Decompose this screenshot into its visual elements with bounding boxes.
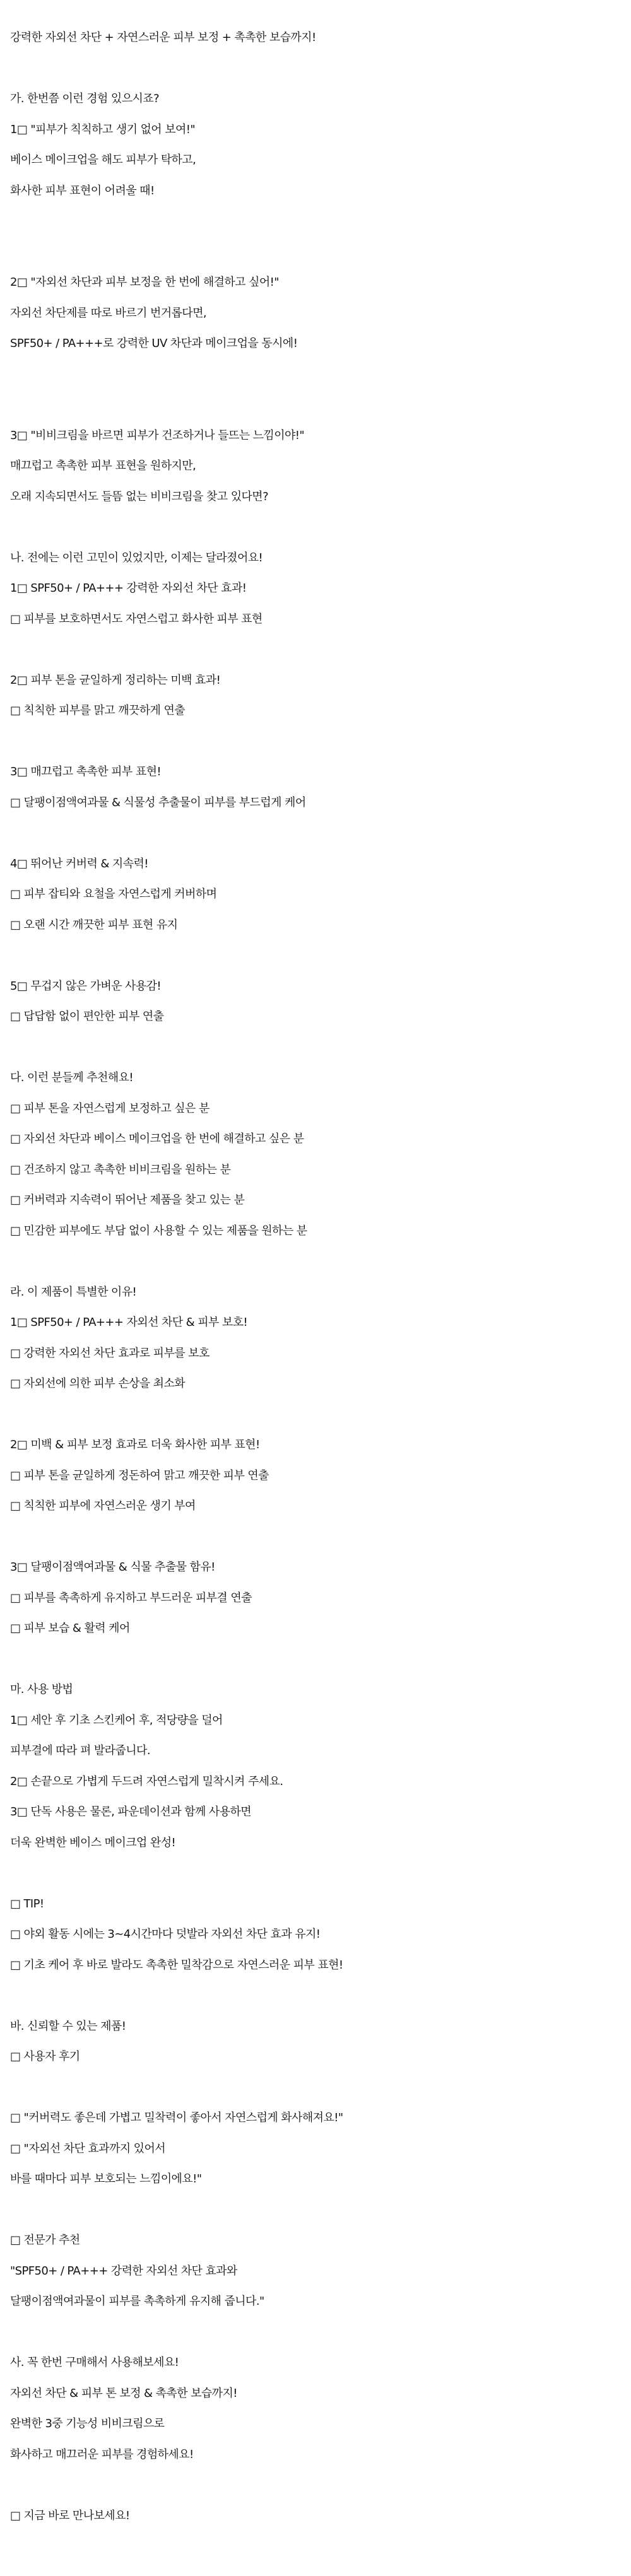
text-line: 바. 신뢰할 수 있는 제품! (10, 2019, 126, 2033)
text-line: □ 사용자 후기 (10, 2050, 80, 2063)
blank-line (10, 727, 631, 758)
text-line: 달팽이점액여과물이 피부를 촉촉하게 유지해 줍니다." (10, 2295, 264, 2308)
blank-line (10, 237, 631, 268)
text-line: □ "커버력도 좋은데 가볍고 밀착력이 좋아서 자연스럽게 화사해져요!" (10, 2111, 343, 2124)
text-line: 3□ 달팽이점액여과물 & 식물 추출물 함유! (10, 1560, 215, 1574)
blank-line (10, 1400, 631, 1431)
blank-line (10, 1858, 631, 1889)
text-line: 2□ 미백 & 피부 보정 효과로 더욱 화사한 피부 표현! (10, 1438, 260, 1451)
text-line: □ 야외 활동 시에는 3~4시간마다 덧발라 자외선 차단 효과 유지! (10, 1928, 321, 1941)
blank-line (10, 390, 631, 421)
text-line: 다. 이런 분들께 추천해요! (10, 1071, 133, 1084)
text-line: 1□ SPF50+ / PA+++ 강력한 자외선 차단 효과! (10, 582, 247, 595)
text-line: 3□ 단독 사용은 물론, 파운데이션과 함께 사용하면 (10, 1805, 252, 1818)
text-line: 완벽한 3중 기능성 비비크림으로 (10, 2417, 165, 2430)
text-line: 자외선 차단 & 피부 톤 보정 & 촉촉한 보습까지! (10, 2386, 237, 2400)
text-line: □ 민감한 피부에도 부담 없이 사용할 수 있는 제품을 원하는 분 (10, 1224, 307, 1238)
text-line: □ 피부를 보호하면서도 자연스럽고 화사한 피부 표현 (10, 612, 262, 626)
text-line: SPF50+ / PA+++로 강력한 UV 차단과 메이크업을 동시에! (10, 337, 298, 350)
text-line: 오래 지속되면서도 들뜸 없는 비비크림을 찾고 있다면? (10, 489, 269, 503)
text-line: 4□ 뛰어난 커버력 & 지속력! (10, 857, 148, 870)
text-line: □ 답답함 없이 편안한 피부 연출 (10, 1010, 164, 1023)
text-line: 화사하고 매끄러운 피부를 경험하세요! (10, 2447, 194, 2461)
blank-line (10, 1644, 631, 1675)
text-line: 자외선 차단제를 따로 바르기 번거롭다면, (10, 306, 207, 320)
text-line: 2□ "자외선 차단과 피부 보정을 한 번에 해결하고 싶어!" (10, 276, 279, 289)
text-line: 1□ "피부가 칙칙하고 생기 없어 보여!" (10, 122, 196, 136)
text-line: □ 지금 바로 만나보세요! (10, 2509, 130, 2522)
text-line: 마. 사용 방법 (10, 1683, 73, 1696)
text-line: □ 피부 보습 & 활력 케어 (10, 1622, 130, 1635)
text-line: 가. 한번쯤 이런 경험 있으시죠? (10, 92, 160, 105)
text-line: 사. 꼭 한번 구매해서 사용해보세요! (10, 2356, 179, 2369)
blank-line (10, 1522, 631, 1553)
text-line: □ 칙칙한 피부에 자연스러운 생기 부여 (10, 1499, 196, 1513)
text-line: 1□ 세안 후 기초 스킨케어 후, 적당량을 덜어 (10, 1713, 223, 1727)
blank-line (10, 2195, 631, 2226)
text-line: 3□ 매끄럽고 촉촉한 피부 표현! (10, 765, 162, 778)
blank-line (10, 635, 631, 665)
blank-line (10, 2317, 631, 2348)
text-line: □ 자외선 차단과 베이스 메이크업을 한 번에 해결하고 싶은 분 (10, 1132, 304, 1145)
text-line: □ 자외선에 의한 피부 손상을 최소화 (10, 1377, 186, 1390)
text-line: 라. 이 제품이 특별한 이유! (10, 1285, 137, 1299)
text-line: 5□ 무겁지 않은 가벼운 사용감! (10, 979, 162, 993)
blank-line (10, 2470, 631, 2501)
text-line: □ 달팽이점액여과물 & 식물성 추출물이 피부를 부드럽게 케어 (10, 795, 306, 809)
text-line: □ 피부 톤을 자연스럽게 보정하고 싶은 분 (10, 1101, 209, 1115)
blank-line (10, 54, 631, 85)
text-line: 더욱 완벽한 베이스 메이크업 완성! (10, 1835, 176, 1849)
text-line: 강력한 자외선 차단 + 자연스러운 피부 보정 + 촉촉한 보습까지! (10, 31, 316, 44)
text-line: □ 건조하지 않고 촉촉한 비비크림을 원하는 분 (10, 1162, 231, 1176)
text-line: "SPF50+ / PA+++ 강력한 자외선 차단 효과와 (10, 2264, 237, 2278)
text-line: 나. 전에는 이런 고민이 있었지만, 이제는 달라졌어요! (10, 551, 263, 565)
text-line: □ TIP! (10, 1897, 44, 1911)
blank-line (10, 360, 631, 390)
text-line: 1□ SPF50+ / PA+++ 자외선 차단 & 피부 보호! (10, 1316, 248, 1329)
blank-line (10, 1246, 631, 1277)
text-line: □ 오랜 시간 깨끗한 피부 표현 유지 (10, 918, 178, 932)
text-line: 2□ 피부 톤을 균일하게 정리하는 미백 효과! (10, 673, 221, 687)
text-line: 2□ 손끝으로 가볍게 두드려 자연스럽게 밀착시켜 주세요. (10, 1774, 283, 1788)
text-line: □ 칙칙한 피부를 맑고 깨끗하게 연출 (10, 704, 186, 717)
blank-line (10, 940, 631, 971)
text-line: 피부결에 따라 펴 발라줍니다. (10, 1744, 150, 1757)
text-line: 바를 때마다 피부 보호되는 느낌이에요!" (10, 2172, 202, 2186)
text-line: □ 피부 잡티와 요철을 자연스럽게 커버하며 (10, 887, 217, 901)
text-line: □ 전문가 추천 (10, 2234, 80, 2247)
blank-line (10, 1033, 631, 1063)
blank-line (10, 818, 631, 849)
text-line: □ "자외선 차단 효과까지 있어서 (10, 2141, 166, 2155)
blank-line (10, 1981, 631, 2011)
text-line: □ 커버력과 지속력이 뛰어난 제품을 찾고 있는 분 (10, 1193, 245, 1207)
text-line: □ 강력한 자외선 차단 효과로 피부를 보호 (10, 1346, 209, 1360)
blank-line (10, 206, 631, 237)
text-line: 베이스 메이크업을 해도 피부가 탁하고, (10, 153, 196, 167)
text-line: 3□ "비비크림을 바르면 피부가 건조하거나 들뜨는 느낌이야!" (10, 428, 305, 442)
text-line: 화사한 피부 표현이 어려울 때! (10, 184, 155, 197)
text-line: □ 기초 케어 후 바로 발라도 촉촉한 밀착감으로 자연스러운 피부 표현! (10, 1958, 343, 1972)
text-line: □ 피부를 촉촉하게 유지하고 부드러운 피부결 연출 (10, 1591, 252, 1605)
text-line: □ 피부 톤을 균일하게 정돈하여 맑고 깨끗한 피부 연출 (10, 1468, 269, 1482)
blank-line (10, 512, 631, 543)
blank-line (10, 2073, 631, 2104)
text-line: 매끄럽고 촉촉한 피부 표현을 원하지만, (10, 459, 196, 472)
